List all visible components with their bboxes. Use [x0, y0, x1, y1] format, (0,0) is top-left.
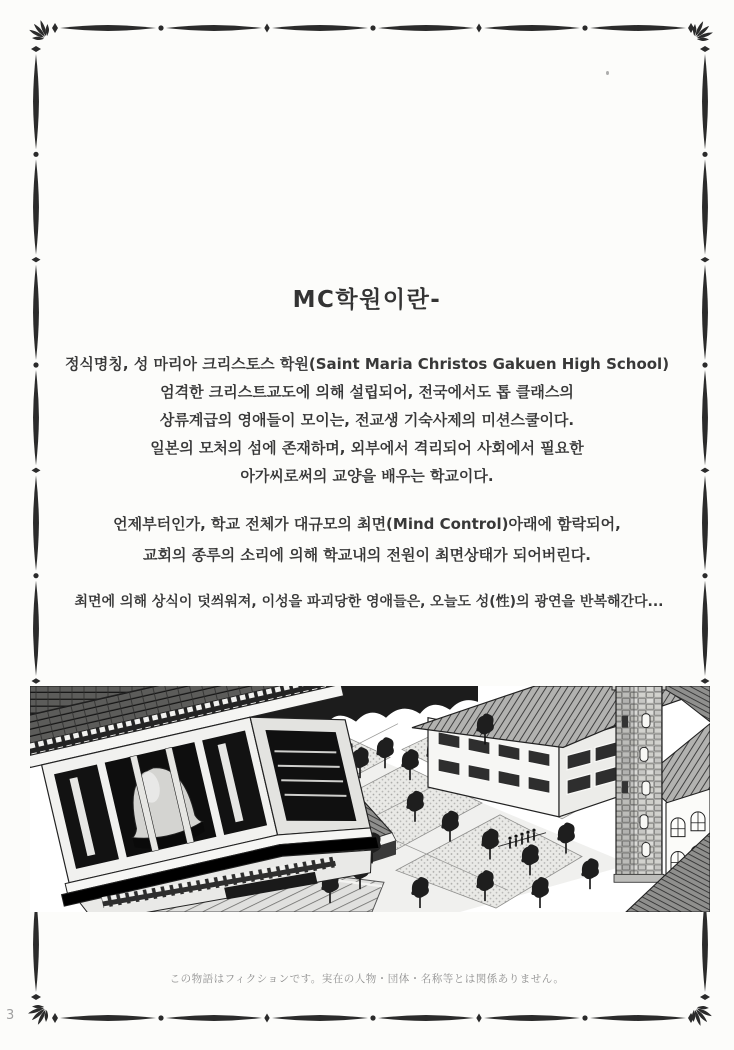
- intro-line-5: 아가씨로써의 교양을 배우는 학교이다.: [240, 467, 494, 485]
- page-title: MC학원이란-: [292, 287, 442, 313]
- conclusion-paragraph: [28, 592, 710, 612]
- intro-line-2: 엄격한 크리스트교도에 의해 설립되어, 전국에서도 톱 클래스의: [160, 383, 574, 401]
- disclaimer-text: この物語はフィクションです。実在の人物・団体・名称等とは関係ありません。: [169, 973, 565, 985]
- intro-line-3: 상류계급의 영애들이 모이는, 전교생 기숙사제의 미션스쿨이다.: [159, 411, 575, 429]
- page-number: 3: [6, 1008, 15, 1023]
- conclusion-line-1: 최면에 의해 상식이 덧씌워져, 이성을 파괴당한 영애들은, 오늘도 성(性)의 광연을 반복해간다...: [74, 594, 664, 610]
- hypnosis-line-1: 언제부터인가, 학교 전체가 대규모의 최면(Mind Control)아래에 함락되어,: [113, 515, 621, 533]
- bell-tower: [30, 686, 384, 912]
- campus-illustration: [30, 686, 710, 912]
- intro-line-4: 일본의 모처의 섬에 존재하며, 외부에서 격리되어 사회에서 필요한: [150, 439, 584, 457]
- stray-ink-dot: [606, 71, 609, 75]
- hypnosis-line-2: 교회의 종루의 소리에 의해 학교내의 전원이 최면상태가 되어버린다.: [143, 546, 591, 564]
- intro-paragraph: [38, 350, 696, 490]
- intro-line-1: 정식명칭, 성 마리아 크리스토스 학원(Saint Maria Christos Gakuen High School): [64, 355, 670, 373]
- hypnosis-paragraph: [38, 509, 696, 571]
- campus-illustration-drawing: [30, 686, 710, 912]
- stone-tower: [612, 686, 666, 882]
